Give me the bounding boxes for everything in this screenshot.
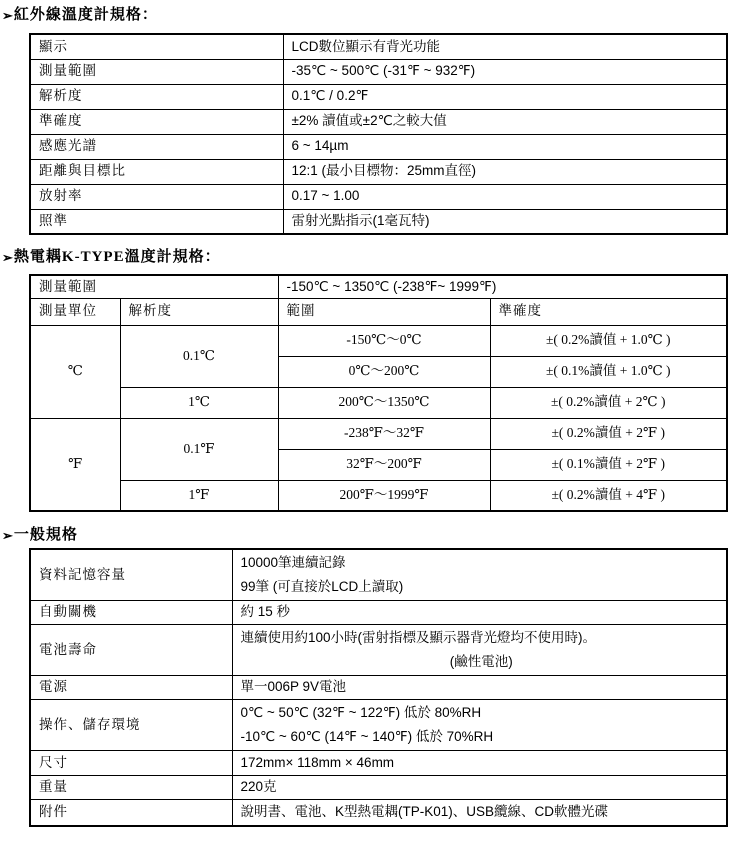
resolution-cell: 0.1℃ bbox=[120, 325, 278, 387]
spec-label: 資料記憶容量 bbox=[30, 549, 232, 601]
table-row bbox=[30, 418, 727, 449]
section-title-text: 一般規格 bbox=[13, 527, 78, 543]
spec-label: 自動關機 bbox=[30, 601, 232, 625]
spec-value: LCD數位顯示有背光功能 bbox=[283, 34, 727, 59]
spec-label: 顯示 bbox=[30, 34, 283, 59]
table-row bbox=[30, 480, 727, 511]
spec-value: 說明書、電池、K型熱電耦(TP-K01)、USB纜線、CD軟體光碟 bbox=[232, 800, 727, 826]
unit-cell: ℉ bbox=[30, 418, 120, 511]
spec-label: 操作、儲存環境 bbox=[30, 700, 232, 751]
arrow-bullet-icon: ➢ bbox=[2, 250, 13, 265]
spec-document-page bbox=[0, 6, 734, 850]
arrow-bullet-icon: ➢ bbox=[2, 8, 13, 23]
table-row bbox=[30, 676, 727, 700]
range-cell: 0℃～200℃ bbox=[278, 356, 490, 387]
spec-value: 約 15 秒 bbox=[232, 601, 727, 625]
spec-value: 0.17 ~ 1.00 bbox=[283, 184, 727, 209]
column-header: 範圍 bbox=[278, 298, 490, 325]
spec-value-line: 連續使用約100小時(雷射指標及顯示器背光燈均不使用時)。 bbox=[240, 630, 597, 645]
table-row bbox=[30, 109, 727, 134]
table-row bbox=[30, 325, 727, 356]
unit-cell: ℃ bbox=[30, 325, 120, 418]
table-row bbox=[30, 776, 727, 800]
spec-value-line: 10000筆連續記錄 bbox=[240, 555, 346, 570]
spec-value: 220克 bbox=[232, 776, 727, 800]
table-row bbox=[30, 134, 727, 159]
table-header-row bbox=[30, 298, 727, 325]
table-row bbox=[30, 184, 727, 209]
spec-value-line: 99筆 (可直接於LCD上讀取) bbox=[240, 579, 404, 594]
accuracy-cell: ±( 0.2%讀值 + 4℉ ) bbox=[490, 480, 727, 511]
table-row bbox=[30, 751, 727, 776]
accuracy-cell: ±( 0.2%讀值 + 2℉ ) bbox=[490, 418, 727, 449]
accuracy-cell: ±( 0.1%讀值 + 2℉ ) bbox=[490, 449, 727, 480]
spec-value: 6 ~ 14µm bbox=[283, 134, 727, 159]
resolution-cell: 0.1℉ bbox=[120, 418, 278, 480]
spec-value: 172mm× 118mm × 46mm bbox=[232, 751, 727, 776]
table-row bbox=[30, 275, 727, 298]
resolution-cell: 1℉ bbox=[120, 480, 278, 511]
range-cell: 200℉～1999℉ bbox=[278, 480, 490, 511]
table-row bbox=[30, 625, 727, 676]
table-row bbox=[30, 159, 727, 184]
spec-value: 雷射光點指示(1毫瓦特) bbox=[283, 209, 727, 234]
accuracy-cell: ±( 0.2%讀值 + 2℃ ) bbox=[490, 387, 727, 418]
section-title-general bbox=[2, 526, 734, 545]
spec-label: 解析度 bbox=[30, 84, 283, 109]
spec-value-line: 0℃ ~ 50℃ (32℉ ~ 122℉) 低於 80%RH bbox=[240, 705, 482, 720]
column-header: 準確度 bbox=[490, 298, 727, 325]
spec-value: -35℃ ~ 500℃ (-31℉ ~ 932℉) bbox=[283, 59, 727, 84]
range-cell: 32℉～200℉ bbox=[278, 449, 490, 480]
table-row bbox=[30, 84, 727, 109]
section-title-text: 紅外線溫度計規格： bbox=[13, 7, 158, 23]
section-title-ir bbox=[2, 6, 734, 25]
table-row bbox=[30, 700, 727, 751]
spec-value: 0.1℃ / 0.2℉ bbox=[283, 84, 727, 109]
section-title-text: 熱電耦K-TYPE溫度計規格： bbox=[13, 249, 221, 265]
table-row bbox=[30, 209, 727, 234]
ktype-spec-table bbox=[29, 274, 728, 512]
spec-label: 附件 bbox=[30, 800, 232, 826]
spec-label: 距離與目標比 bbox=[30, 159, 283, 184]
section-title-ktype bbox=[2, 248, 734, 267]
spec-label: 照準 bbox=[30, 209, 283, 234]
table-row bbox=[30, 59, 727, 84]
accuracy-cell: ±( 0.1%讀值 + 1.0℃ ) bbox=[490, 356, 727, 387]
spec-value: ±2% 讀值或±2℃之較大值 bbox=[283, 109, 727, 134]
spec-value bbox=[232, 625, 727, 676]
resolution-cell: 1℃ bbox=[120, 387, 278, 418]
spec-value-line: -10℃ ~ 60℃ (14℉ ~ 140℉) 低於 70%RH bbox=[240, 729, 494, 744]
accuracy-cell: ±( 0.2%讀值 + 1.0℃ ) bbox=[490, 325, 727, 356]
ir-spec-table bbox=[29, 33, 728, 235]
spec-label: 電源 bbox=[30, 676, 232, 700]
spec-value: 12:1 (最小目標物：25mm直徑) bbox=[283, 159, 727, 184]
spec-value bbox=[232, 700, 727, 751]
spec-label: 準確度 bbox=[30, 109, 283, 134]
spec-label: 電池壽命 bbox=[30, 625, 232, 676]
range-cell: 200℃～1350℃ bbox=[278, 387, 490, 418]
spec-label: 測量範圍 bbox=[30, 275, 278, 298]
spec-label: 尺寸 bbox=[30, 751, 232, 776]
column-header: 測量單位 bbox=[30, 298, 120, 325]
table-row bbox=[30, 601, 727, 625]
table-row bbox=[30, 387, 727, 418]
range-cell: -238℉～32℉ bbox=[278, 418, 490, 449]
spec-label: 放射率 bbox=[30, 184, 283, 209]
table-row bbox=[30, 549, 727, 601]
arrow-bullet-icon: ➢ bbox=[2, 528, 13, 543]
spec-value: 單一006P 9V電池 bbox=[232, 676, 727, 700]
spec-value bbox=[232, 549, 727, 601]
spec-label: 測量範圍 bbox=[30, 59, 283, 84]
general-spec-table bbox=[29, 548, 728, 827]
spec-label: 重量 bbox=[30, 776, 232, 800]
table-row bbox=[30, 34, 727, 59]
spec-label: 感應光譜 bbox=[30, 134, 283, 159]
column-header: 解析度 bbox=[120, 298, 278, 325]
table-row bbox=[30, 800, 727, 826]
spec-value-line: (鹼性電池) bbox=[449, 654, 513, 669]
spec-value: -150℃ ~ 1350℃ (-238℉~ 1999℉) bbox=[278, 275, 727, 298]
range-cell: -150℃～0℃ bbox=[278, 325, 490, 356]
